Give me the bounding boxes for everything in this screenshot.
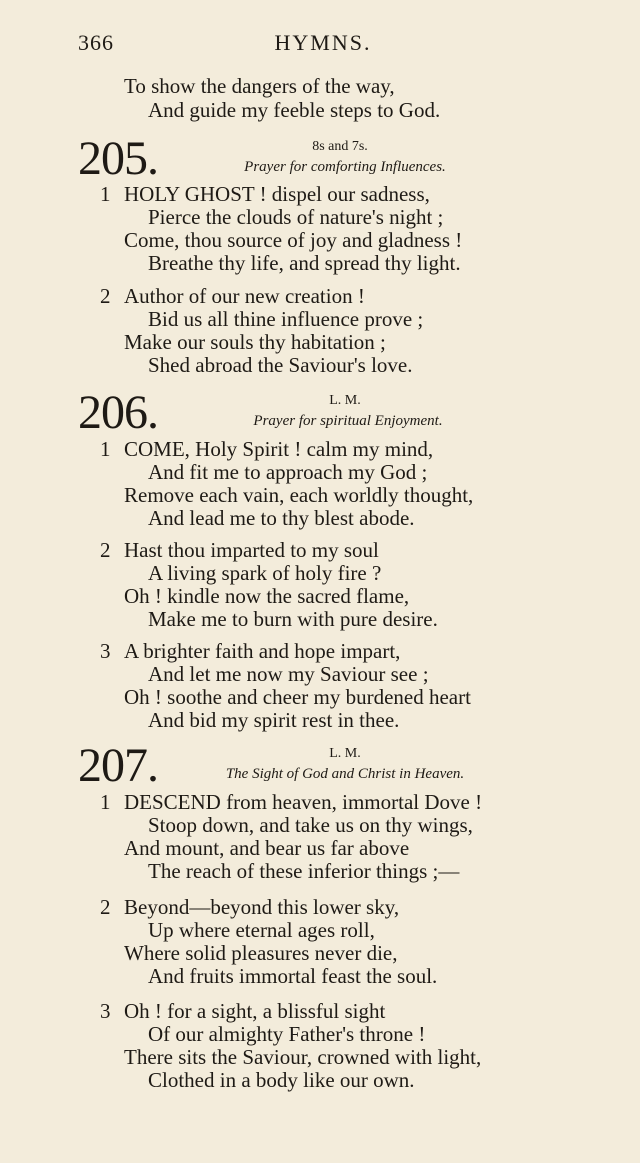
hymn-subtitle: The Sight of God and Christ in Heaven. (225, 766, 465, 782)
verse-line: Oh ! soothe and cheer my burdened heart (124, 685, 471, 709)
verse-line: Make me to burn with pure desire. (148, 607, 438, 631)
verse-number: 2 (100, 284, 111, 308)
hymn-subtitle: Prayer for spiritual Enjoyment. (253, 413, 443, 429)
verse-line: Bid us all thine influence prove ; (148, 307, 424, 331)
verse-line: Come, thou source of joy and gladness ! (124, 228, 463, 252)
hymn-meter: L. M. (329, 746, 361, 761)
verse-number: 2 (100, 895, 111, 919)
hymn-number: 207. (78, 739, 158, 792)
verse-line: Make our souls thy habitation ; (124, 330, 386, 354)
verse-number: 3 (100, 999, 111, 1023)
verse-number: 1 (100, 182, 111, 206)
verse-number: 2 (100, 538, 111, 562)
verse-line: COME, Holy Spirit ! calm my mind, (124, 437, 434, 461)
page-header (78, 30, 568, 60)
verse-line: DESCEND from heaven, immortal Dove ! (124, 790, 483, 814)
running-head: HYMNS. (274, 30, 372, 55)
verse-line: And lead me to thy blest abode. (148, 506, 415, 530)
hymn-meter: 8s and 7s. (312, 139, 368, 154)
verse-line: And fruits immortal feast the soul. (148, 964, 438, 988)
continuation-line: To show the dangers of the way, (124, 74, 395, 98)
verse-line: Breathe thy life, and spread thy light. (148, 251, 461, 275)
verse-line: Stoop down, and take us on thy wings, (148, 813, 473, 837)
verse-line: Oh ! for a sight, a blissful sight (124, 999, 386, 1023)
verse-line: And fit me to approach my God ; (148, 460, 428, 484)
verse-line: Shed abroad the Saviour's love. (148, 353, 413, 377)
verse-line: Oh ! kindle now the sacred flame, (124, 584, 410, 608)
verse-line: The reach of these inferior things ;— (148, 859, 460, 883)
verse-line: Author of our new creation ! (124, 284, 365, 308)
verse-line: HOLY GHOST ! dispel our sadness, (124, 182, 430, 206)
continuation-line: And guide my feeble steps to God. (148, 98, 441, 122)
verse-line: Clothed in a body like our own. (148, 1068, 415, 1092)
hymn-meter: L. M. (329, 393, 361, 408)
verse-line: Pierce the clouds of nature's night ; (148, 205, 444, 229)
hymn-number: 206. (78, 386, 158, 439)
verse-line: Beyond—beyond this lower sky, (124, 895, 400, 919)
verse-line: A living spark of holy fire ? (148, 561, 382, 585)
verse-line: Remove each vain, each worldly thought, (124, 483, 474, 507)
page-number: 366 (78, 30, 114, 55)
verse-line: And mount, and bear us far above (124, 836, 410, 860)
verse-line: A brighter faith and hope impart, (124, 639, 401, 663)
verse-line: There sits the Saviour, crowned with light, (124, 1045, 482, 1069)
verse-line: Up where eternal ages roll, (148, 918, 375, 942)
verse-line: And bid my spirit rest in thee. (148, 708, 400, 732)
verse-line: And let me now my Saviour see ; (148, 662, 429, 686)
hymn-number: 205. (78, 132, 158, 185)
verse-line: Of our almighty Father's throne ! (148, 1022, 426, 1046)
verse-number: 3 (100, 639, 111, 663)
hymn-subtitle: Prayer for comforting Influences. (244, 159, 446, 175)
verse-line: Hast thou imparted to my soul (124, 538, 379, 562)
verse-number: 1 (100, 437, 111, 461)
verse-number: 1 (100, 790, 111, 814)
verse-line: Where solid pleasures never die, (124, 941, 398, 965)
